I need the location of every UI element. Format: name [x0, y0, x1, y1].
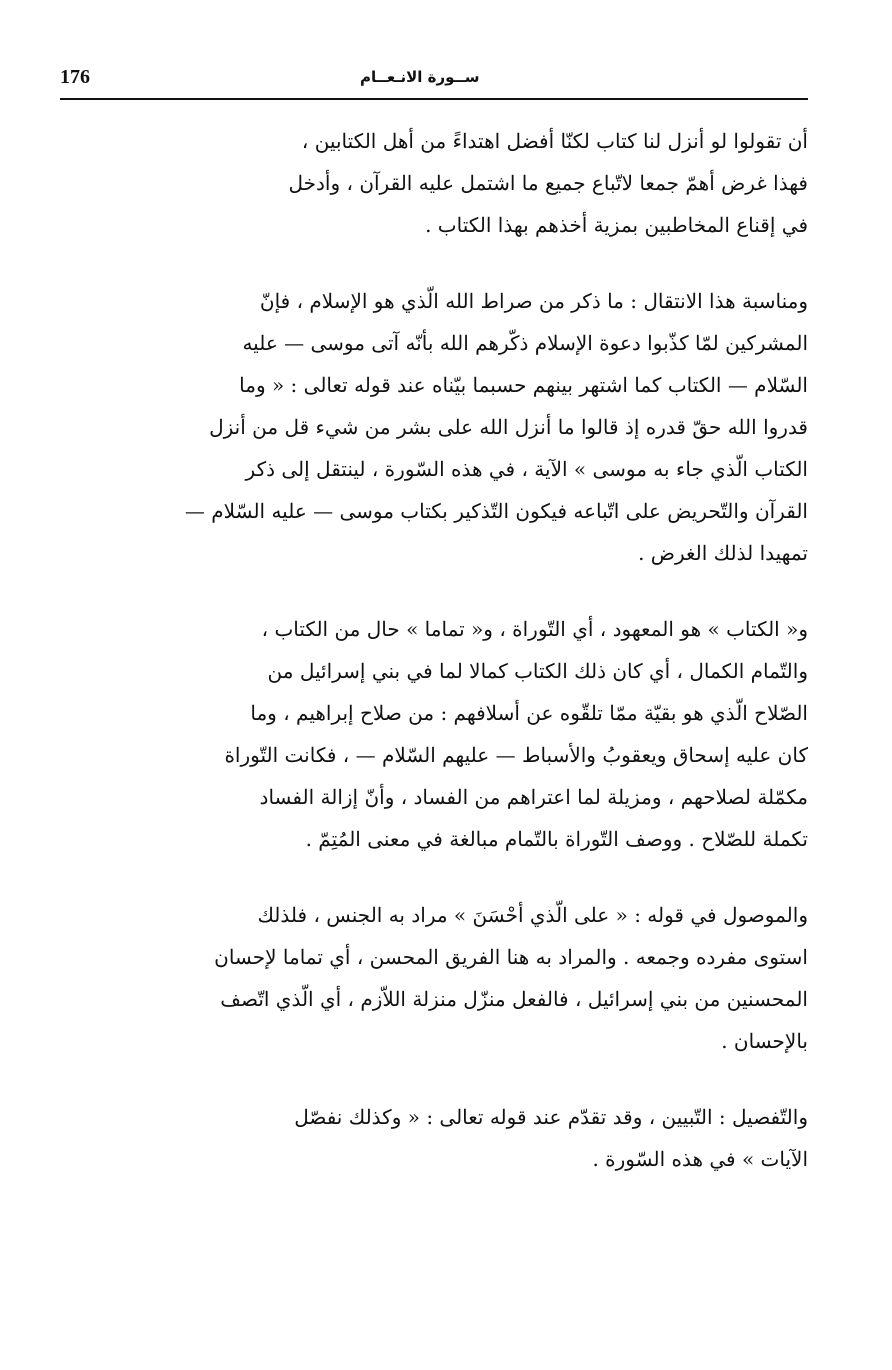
text-line: والتّمام الكمال ، أي كان ذلك الكتاب كمالا لما في بني إسرائيل من	[267, 659, 808, 683]
text-line: أن تقولوا لو أنزل لنا كتاب لكنّا أفضل اهتداءً من أهل الكتابين ،	[301, 129, 808, 153]
text-line: تكملة للصّلاح . ووصف التّوراة بالتّمام مبالغة في معنى المُتِمّ .	[305, 827, 808, 851]
text-line: تمهيدا لذلك الغرض .	[638, 541, 808, 565]
text-line: والموصول في قوله : « على الّذي أحْسَنَ » مراد به الجنس ، فلذلك	[257, 903, 808, 927]
paragraph-2	[60, 280, 808, 574]
text-line: والتّفصيل : التّبيين ، وقد تقدّم عند قوله تعالى : « وكذلك نفصّل	[294, 1105, 808, 1129]
text-line: المشركين لمّا كذّبوا دعوة الإسلام ذكّرهم الله بأنّه آتى موسى — عليه	[242, 331, 808, 355]
text-line: قدروا الله حقّ قدره إذ قالوا ما أنزل الله على بشر من شيء قل من أنزل	[209, 415, 808, 439]
text-line: و« الكتاب » هو المعهود ، أي التّوراة ، و« تماما » حال من الكتاب ،	[261, 617, 808, 641]
page-number: 176	[60, 66, 90, 88]
paragraph-1	[60, 120, 808, 246]
text-line: المحسنين من بني إسرائيل ، فالفعل منزّل منزلة اللاّزم ، أي الّذي اتّصف	[220, 987, 808, 1011]
text-line: الكتاب الّذي جاء به موسى » الآية ، في هذه السّورة ، لينتقل إلى ذكر	[245, 457, 808, 481]
paragraph-5	[60, 1096, 808, 1180]
text-line: الآيات » في هذه السّورة .	[592, 1147, 808, 1171]
text-line: كان عليه إسحاق ويعقوبُ والأسباط — عليهم السّلام — ، فكانت التّوراة	[224, 743, 808, 767]
text-line: بالإحسان .	[721, 1029, 808, 1053]
text-line: استوى مفرده وجمعه . والمراد به هنا الفريق المحسن ، أي تماما لإحسان	[214, 945, 808, 969]
paragraph-3	[60, 608, 808, 860]
text-line: مكمّلة لصلاحهم ، ومزيلة لما اعتراهم من الفساد ، وأنّ إزالة الفساد	[259, 785, 808, 809]
book-page	[60, 58, 808, 1214]
text-line: ومناسبة هذا الانتقال : ما ذكر من صراط الله الّذي هو الإسلام ، فإنّ	[259, 289, 808, 313]
text-line: الصّلاح الّذي هو بقيّة ممّا تلقّوه عن أسلافهم : من صلاح إبراهيم ، وما	[250, 701, 808, 725]
text-line: القرآن والتّحريض على اتّباعه فيكون التّذكير بكتاب موسى — عليه السّلام —	[184, 499, 808, 523]
running-title: ســورة الانـعــام	[360, 68, 480, 86]
page-body	[60, 120, 808, 1180]
text-line: السّلام — الكتاب كما اشتهر بينهم حسبما بيّناه عند قوله تعالى : « وما	[239, 373, 808, 397]
page-header	[60, 58, 808, 100]
text-line: فهذا غرض أهمّ جمعا لاتّباع جميع ما اشتمل عليه القرآن ، وأدخل	[288, 171, 808, 195]
paragraph-4	[60, 894, 808, 1062]
text-line: في إقناع المخاطبين بمزية أخذهم بهذا الكتاب .	[425, 213, 808, 237]
